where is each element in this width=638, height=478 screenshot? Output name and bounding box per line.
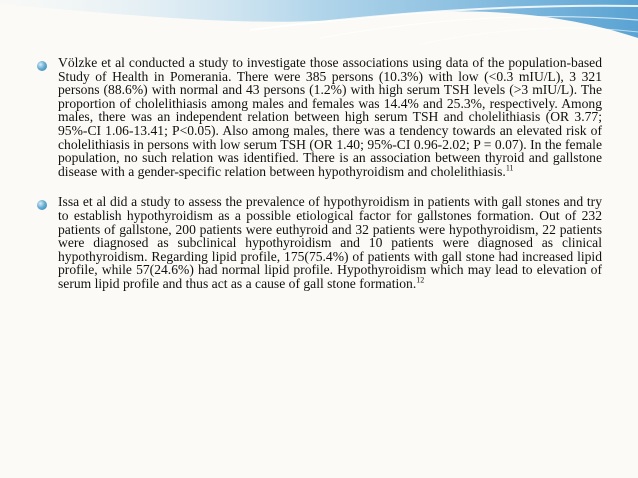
bullet-text — [58, 56, 602, 178]
bullet-body: Issa et al did a study to assess the prevalence of hypothyroidism in patients with gall stones and try to establish hypothyroidism as a possible etiological factor for gallstones formation. Out of 232 patients of gallstone, 200 patients were euthyroid and 32 patients were hypothyroidism, 22 patients were diagnosed as subclinical hypothyroidism and 10 patients were diagnosed as clinical hypothyroidism. Regarding lipid profile, 175(75.4%) of patients with gall stone had increased lipid profile, while 57(24.6%) had normal lipid profile. Hypothyroidism which may lead to elevation of serum lipid profile and thus act as a cause of gall stone formation. — [58, 194, 602, 291]
bullet-icon — [37, 200, 47, 210]
reference-number: 12 — [416, 275, 425, 285]
bullet-item-volzke — [36, 56, 602, 178]
bullet-icon — [37, 61, 47, 71]
bullet-body: Völzke et al conducted a study to investigate those associations using data of the population-based Study of Health in Pomerania. There were 385 persons (10.3%) with low (<0.3 mIU/L), 3 321 persons (88.6%) with normal and 43 persons (1.2%) with high serum TSH levels (>3 mIU/L). The proportion of cholelithiasis among males and females was 14.4% and 25.3%, respectively. Among males, there was an independent relation between high serum TSH and cholelithiasis (OR 3.77; 95%-CI 1.06-13.41; P<0.05). Also among males, there was a tendency towards an elevated risk of cholelithiasis in persons with low serum TSH (OR 1.40; 95%-CI 0.96-2.02; P = 0.07). In the female population, no such relation was identified. There is an association between thyroid and gallstone disease with a gender-specific relation between hypothyroidism and cholelithiasis. — [58, 55, 602, 179]
reference-number: 11 — [505, 163, 514, 173]
header-wave-decoration — [0, 0, 638, 60]
slide-content — [36, 56, 602, 308]
bullet-text — [58, 195, 602, 290]
bullet-item-issa — [36, 195, 602, 290]
